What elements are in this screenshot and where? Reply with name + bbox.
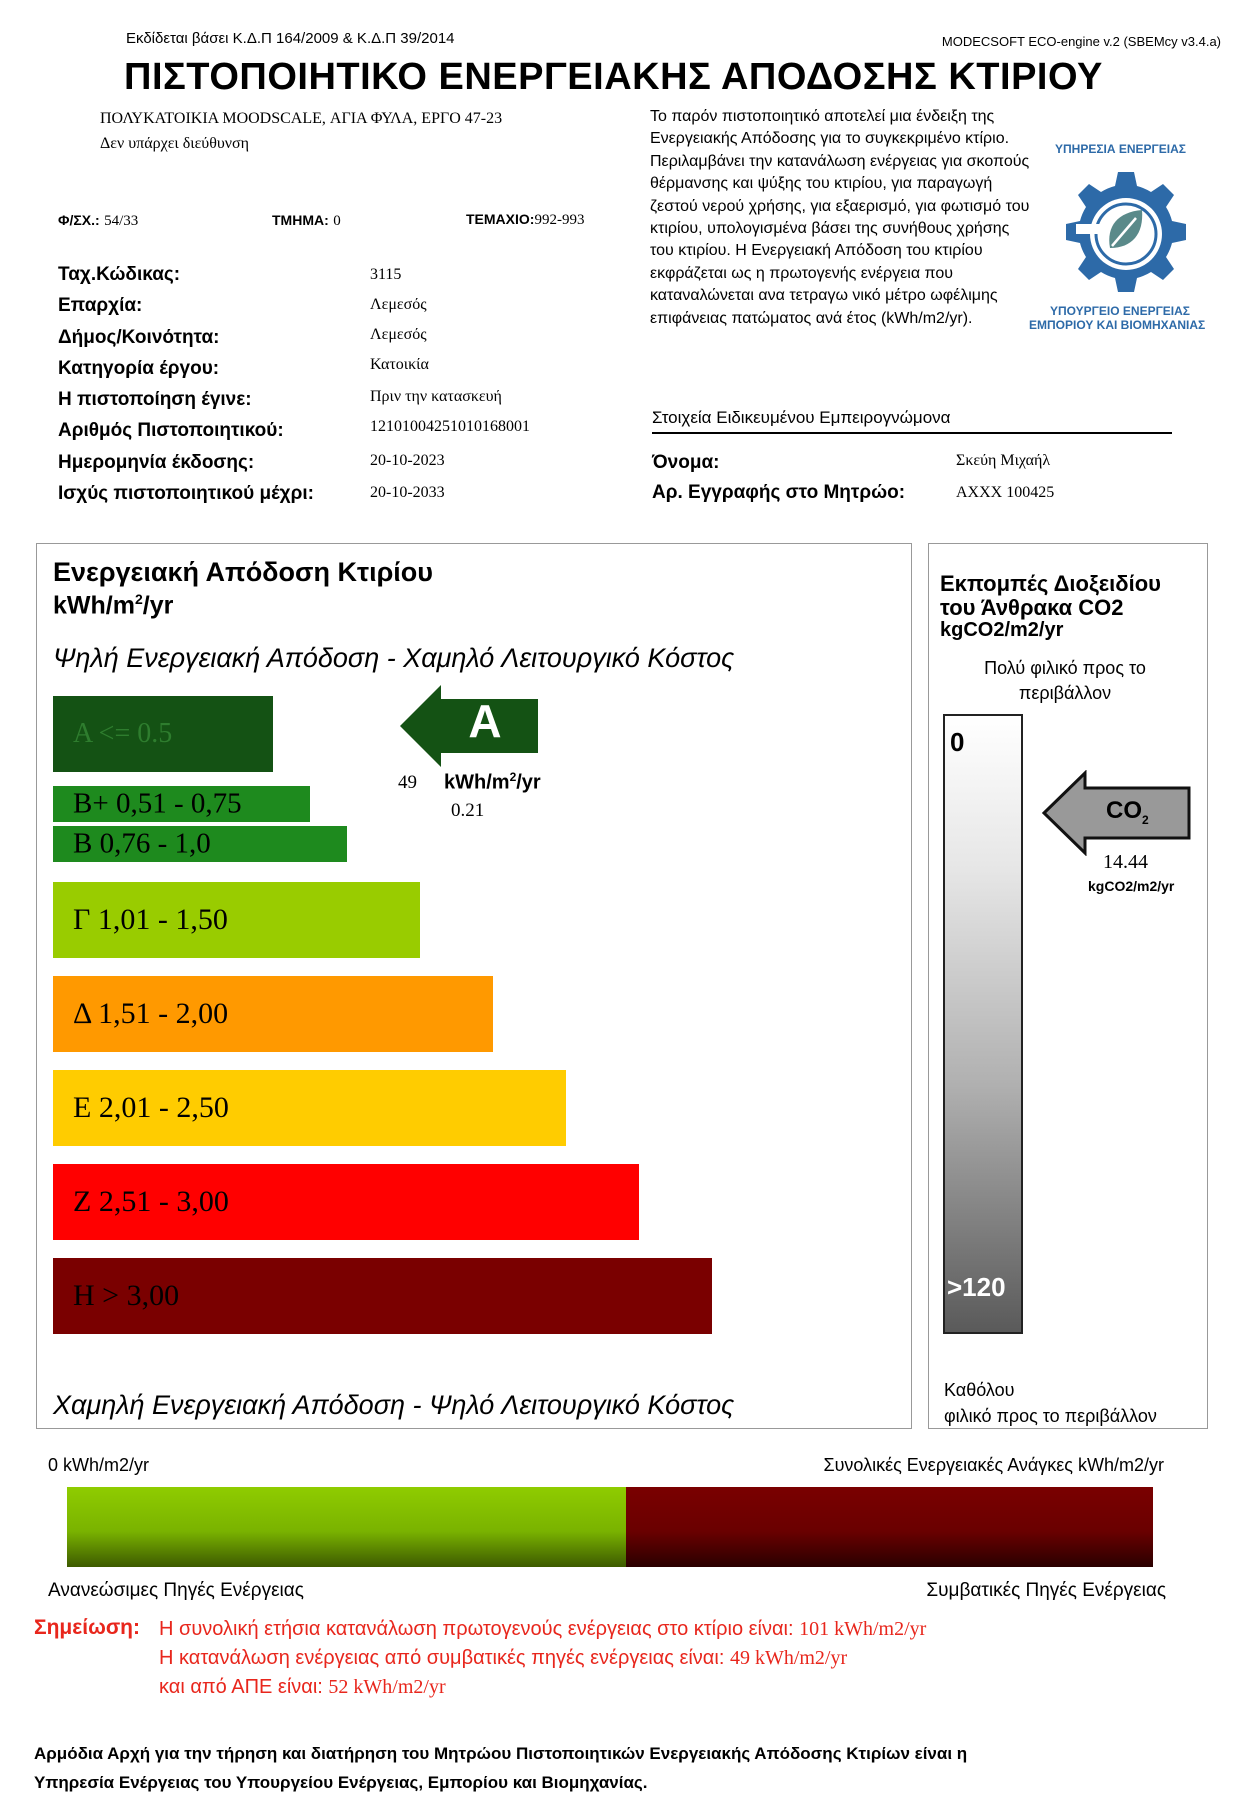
renewable-conventional-bar: [67, 1487, 1153, 1567]
co2-bottom-caption-line1: Καθόλου: [944, 1380, 1015, 1400]
info-value: Λεμεσός: [370, 326, 427, 343]
co2-arrow-label-sub: 2: [1142, 812, 1149, 827]
co2-scale-top: 0: [950, 727, 965, 757]
note-line1-value: 101 kWh/m2/yr: [799, 1618, 927, 1640]
energy-band: [53, 786, 310, 822]
high-performance-caption: Ψηλή Ενεργειακή Απόδοση - Χαμηλό Λειτουργικό Κόστος: [53, 643, 735, 673]
note-line2-text: Η κατανάλωση ενέργειας από συμβατικές πηγές ενέργειας είναι:: [159, 1647, 725, 1669]
energy-band-label: Γ 1,01 - 1,50: [73, 903, 228, 936]
note-line2-value: 49 kWh/m2/yr: [729, 1647, 848, 1669]
info-label: Ημερομηνία έκδοσης:: [58, 452, 255, 473]
legal-basis: Εκδίδεται βάσει Κ.Δ.Π 164/2009 & Κ.Δ.Π 39/2014: [126, 30, 455, 47]
intro-text: Το παρόν πιστοποιητικό αποτελεί μια ένδειξη της Ενεργειακής Απόδοσης για το συγκεκριμένο κτίριο. Περιλαμβάνει την κατανάλωση ενέργειας για σκοπούς θέρμανσης και ψύξης του κτιρίου, για παραγωγή ζεστού νερού χρήσης, για εξαερισμό, για φωτισμό του κτιρίου, υπολογισμένα βάσει της συνήθους χρήσης του κτιρίου. Η Ενεργειακή Απόδοση του κτιρίου εκφράζεται ως η πρωτογενής ενέργεια που καταναλώνεται ανα τετραγω νικό μέτρο ωφέλιμης επιφάνειας πατώματος ανά έτος (kWh/m2/yr).: [650, 108, 1030, 327]
rating-unit-main: kWh/m: [444, 771, 510, 794]
info-label: Επαρχία:: [58, 295, 143, 316]
info-value: Πριν την κατασκευή: [370, 388, 502, 405]
energy-unit-end: /yr: [142, 591, 174, 620]
plot-value: 992-993: [534, 212, 585, 228]
co2-scale-bottom: >120: [947, 1272, 1006, 1302]
energy-band-label: B+ 0,51 - 0,75: [73, 787, 242, 820]
note-line3-value: 52 kWh/m2/yr: [328, 1676, 446, 1698]
expert-reg-label: Αρ. Εγγραφής στο Μητρώο:: [652, 482, 906, 503]
plot-label: ΤΕΜΑΧΙΟ:: [466, 211, 535, 227]
info-label: Ισχύς πιστοποιητικού μέχρι:: [58, 483, 314, 504]
sheet-ref: [58, 212, 138, 230]
co2-arrow-label-main: CO: [1106, 797, 1142, 824]
energy-title: Ενεργειακή Απόδοση Κτιρίου: [53, 557, 433, 587]
co2-value-unit: kgCO2/m2/yr: [1088, 878, 1175, 894]
note-line2: [159, 1647, 847, 1670]
rating-ratio: 0.21: [451, 800, 485, 821]
logo-top-text: ΥΠΗΡΕΣΙΑ ΕΝΕΡΓΕΙΑΣ: [1055, 142, 1186, 156]
info-label: Αριθμός Πιστοποιητικού:: [58, 420, 284, 441]
note-label: Σημείωση:: [34, 1616, 141, 1639]
note-line1-text: Η συνολική ετήσια κατανάλωση πρωτογενούς ενέργειας στο κτίριο είναι:: [159, 1618, 794, 1640]
energy-unit: [53, 591, 173, 620]
renewable-right-unit: Συνολικές Ενεργειακές Ανάγκες kWh/m2/yr: [823, 1455, 1164, 1475]
co2-arrow-label: [1106, 797, 1149, 827]
info-label: Η πιστοποίηση έγινε:: [58, 389, 252, 410]
rating-value: 49: [398, 772, 417, 793]
expert-section-title: Στοιχεία Ειδικευμένου Εμπειρογνώμονα: [652, 408, 951, 427]
renewable-left-unit: 0 kWh/m2/yr: [48, 1455, 150, 1475]
footer-line1: Αρμόδια Αρχή για την τήρηση και διατήρηση του Μητρώου Πιστοποιητικών Ενεργειακής Απόδοσης Κτιρίων είναι η: [34, 1744, 968, 1763]
logo-bottom-line2: ΕΜΠΟΡΙΟΥ ΚΑΙ ΒΙΟΜΗΧΑΝΙΑΣ: [1029, 318, 1206, 332]
co2-unit: kgCO2/m2/yr: [940, 619, 1064, 641]
info-value: Κατοικία: [370, 356, 429, 373]
street-address: Δεν υπάρχει διεύθυνση: [100, 135, 250, 152]
energy-band-label: B 0,76 - 1,0: [73, 827, 211, 860]
sheet-value: 54/33: [104, 213, 139, 229]
info-value: Λεμεσός: [370, 296, 427, 313]
section-value: 0: [333, 213, 341, 229]
note-line3-text: και από ΑΠΕ είναι:: [159, 1676, 323, 1698]
energy-band-label: Δ 1,51 - 2,00: [73, 997, 229, 1030]
energy-band: [53, 882, 420, 958]
expert-reg-value: ΑΧΧΧ 100425: [956, 484, 1055, 501]
rating-unit: [444, 770, 541, 795]
energy-band: [53, 1258, 712, 1334]
expert-divider: [652, 432, 1172, 434]
energy-band: [53, 826, 347, 862]
note-line1: [159, 1618, 926, 1641]
rating-unit-sup: 2: [509, 770, 517, 784]
renewable-share-bar: [67, 1487, 626, 1567]
co2-scale-bar: [943, 714, 1023, 1334]
co2-title-line2: του Άνθρακα CO2: [940, 595, 1124, 620]
info-value: 12101004251010168001: [370, 418, 530, 435]
energy-service-logo-icon: [1056, 164, 1196, 304]
co2-bottom-caption-line2: φιλικό προς το περιβάλλον: [944, 1406, 1157, 1426]
energy-band: [53, 696, 273, 772]
expert-name-value: Σκεύη Μιχαήλ: [956, 452, 1051, 469]
rating-unit-end: /yr: [516, 771, 541, 794]
low-performance-caption: Χαμηλή Ενεργειακή Απόδοση - Ψηλό Λειτουργικό Κόστος: [53, 1390, 735, 1420]
building-address: ΠΟΛΥΚΑΤΟΙΚΙΑ MOODSCALE, ΑΓΙΑ ΦΥΛΑ, ΕΡΓΟ 47-23: [100, 110, 503, 127]
energy-band: [53, 1164, 639, 1240]
co2-top-caption: Πολύ φιλικό προς το περιβάλλον: [984, 658, 1146, 703]
info-label: Δήμος/Κοινότητα:: [58, 327, 220, 348]
info-value: 20-10-2033: [370, 484, 445, 501]
energy-band: [53, 976, 493, 1052]
energy-band-label: A <= 0.5: [73, 718, 173, 749]
energy-band: [53, 1070, 566, 1146]
renewable-label: Ανανεώσιμες Πηγές Ενέργειας: [48, 1580, 304, 1601]
page-title: ΠΙΣΤΟΠΟΙΗΤΙΚΟ ΕΝΕΡΓΕΙΑΚΗΣ ΑΠΟΔΟΣΗΣ ΚΤΙΡΙΟΥ: [124, 56, 1103, 98]
energy-band-label: Ε 2,01 - 2,50: [73, 1091, 229, 1124]
engine-version: MODECSOFT ECO-engine v.2 (SBEMcy v3.4.a): [941, 34, 1221, 49]
co2-title-line1: Εκπομπές Διοξειδίου: [940, 571, 1161, 596]
energy-band-label: Η > 3,00: [73, 1279, 180, 1312]
energy-band-label: Ζ 2,51 - 3,00: [73, 1185, 229, 1218]
energy-unit-main: kWh/m: [53, 591, 135, 620]
co2-value: 14.44: [1103, 851, 1148, 873]
footer-line2: Υπηρεσία Ενέργειας του Υπουργείου Ενέργειας, Εμπορίου και Βιομηχανίας.: [34, 1773, 648, 1792]
expert-name-label: Όνομα:: [652, 452, 720, 473]
sheet-label: Φ/ΣΧ.:: [58, 212, 100, 228]
rating-letter: A: [468, 695, 502, 747]
info-value: 20-10-2023: [370, 452, 445, 469]
info-label: Κατηγορία έργου:: [58, 358, 220, 379]
info-value: 3115: [370, 266, 402, 283]
section-ref: [272, 212, 341, 230]
note-line3: [159, 1676, 446, 1699]
plot-ref: [466, 211, 584, 229]
energy-unit-sup: 2: [134, 591, 143, 607]
logo-bottom-line1: ΥΠΟΥΡΓΕΙΟ ΕΝΕΡΓΕΙΑΣ: [1050, 304, 1190, 318]
info-label: Ταχ.Κώδικας:: [58, 264, 181, 285]
section-label: ΤΜΗΜΑ:: [272, 212, 329, 228]
conventional-share-bar: [626, 1487, 1153, 1567]
conventional-label: Συμβατικές Πηγές Ενέργειας: [926, 1580, 1166, 1601]
